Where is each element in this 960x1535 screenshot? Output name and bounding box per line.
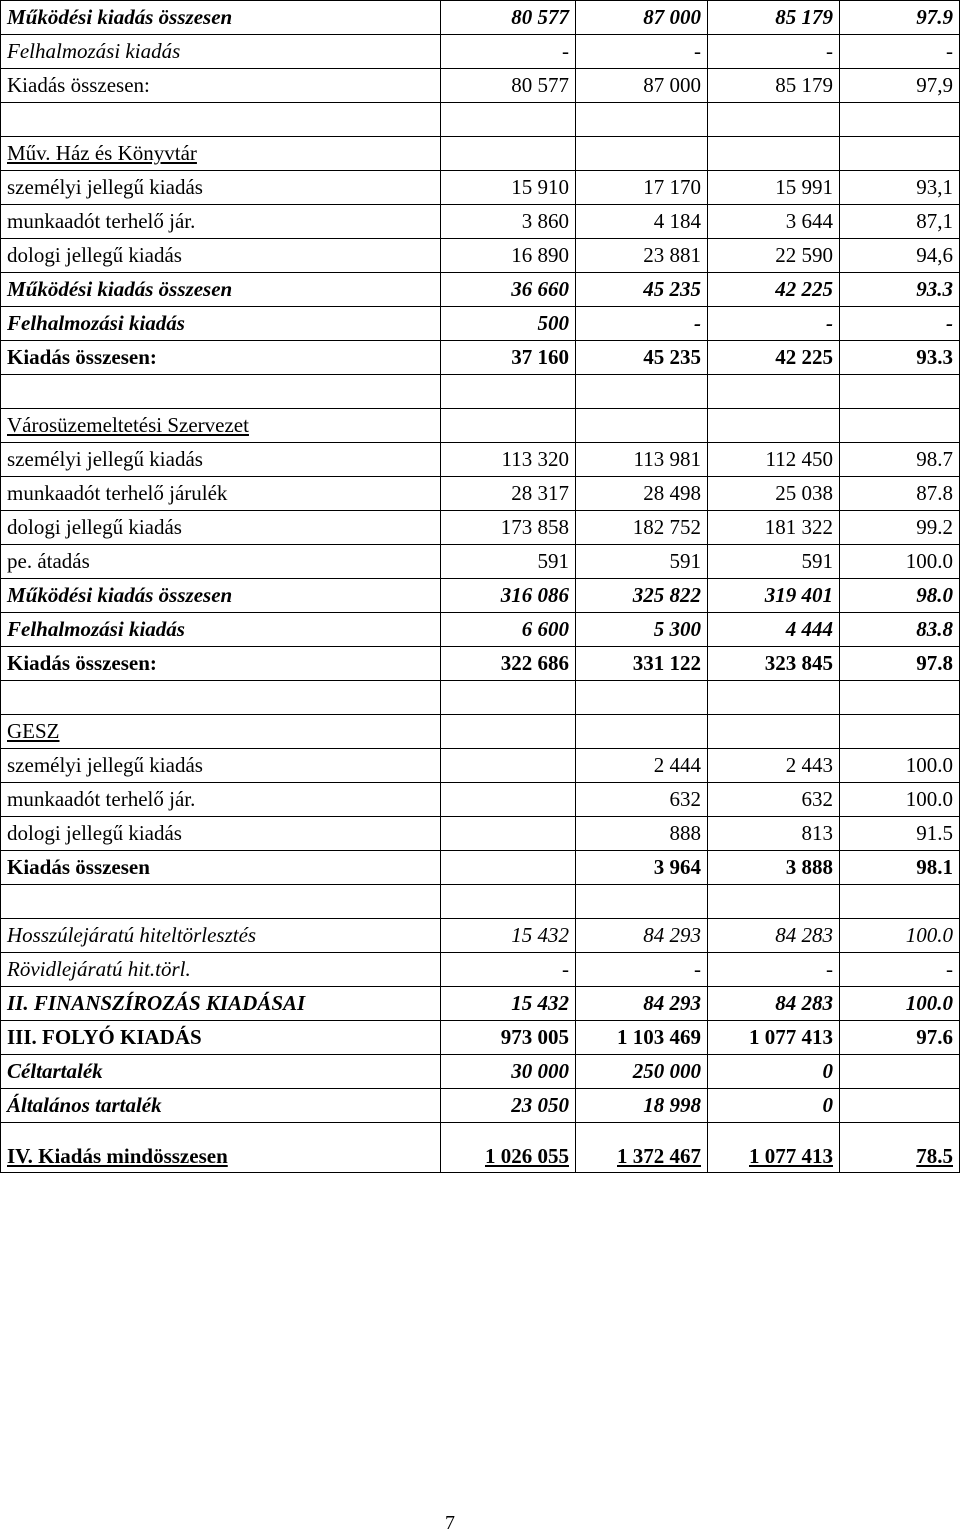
cell-percent: - [840,307,960,341]
spacer-row [1,375,960,409]
cell-value-3 [708,409,840,443]
cell-percent: 83.8 [840,613,960,647]
cell-value-1: 15 910 [441,171,576,205]
cell-value-3: 1 077 413 [708,1021,840,1055]
row-label: Felhalmozási kiadás [1,35,441,69]
row-label: Működési kiadás összesen [1,273,441,307]
table-row [1,987,960,1021]
row-label: dologi jellegű kiadás [1,511,441,545]
cell-percent [840,137,960,171]
cell-value-2: 5 300 [576,613,708,647]
cell-value-2: 4 184 [576,205,708,239]
cell-value-2: 1 103 469 [576,1021,708,1055]
row-label: III. FOLYÓ KIADÁS [1,1021,441,1055]
cell-value-3: 0 [708,1055,840,1089]
cell-value-3 [708,103,840,137]
cell-value-1: 316 086 [441,579,576,613]
cell-value-2: - [576,35,708,69]
cell-value-2 [576,715,708,749]
cell-value-1: 1 026 055 [441,1123,576,1173]
cell-percent [840,375,960,409]
table-row [1,851,960,885]
cell-value-3: 1 077 413 [708,1123,840,1173]
cell-value-3: 112 450 [708,443,840,477]
cell-percent: 100.0 [840,783,960,817]
table-row [1,511,960,545]
cell-value-3: 4 444 [708,613,840,647]
cell-percent [840,681,960,715]
row-label: dologi jellegű kiadás [1,817,441,851]
table-row [1,307,960,341]
cell-value-3: 42 225 [708,341,840,375]
table-row [1,613,960,647]
cell-value-3: - [708,953,840,987]
cell-value-2 [576,375,708,409]
cell-percent: 93.3 [840,341,960,375]
row-label: munkaadót terhelő jár. [1,205,441,239]
cell-percent: 100.0 [840,749,960,783]
row-label: Kiadás összesen [1,851,441,885]
cell-value-1 [441,715,576,749]
table-row [1,1,960,35]
cell-value-2: - [576,953,708,987]
cell-value-3 [708,137,840,171]
cell-value-1: 591 [441,545,576,579]
cell-percent: 97,9 [840,69,960,103]
row-label: dologi jellegű kiadás [1,239,441,273]
spacer-row [1,885,960,919]
cell-value-2: 18 998 [576,1089,708,1123]
cell-value-2: 1 372 467 [576,1123,708,1173]
cell-value-2: 3 964 [576,851,708,885]
cell-value-1: 322 686 [441,647,576,681]
cell-value-3: 323 845 [708,647,840,681]
row-label: munkaadót terhelő járulék [1,477,441,511]
row-label: személyi jellegű kiadás [1,171,441,205]
table-row [1,1055,960,1089]
row-label: személyi jellegű kiadás [1,443,441,477]
cell-value-3: 591 [708,545,840,579]
cell-value-1: 16 890 [441,239,576,273]
cell-value-2: 182 752 [576,511,708,545]
cell-value-1: 500 [441,307,576,341]
cell-value-3: 84 283 [708,987,840,1021]
cell-percent: 93.3 [840,273,960,307]
table-row [1,341,960,375]
cell-value-2: 45 235 [576,341,708,375]
budget-table-body [1,1,960,1173]
spacer-row [1,681,960,715]
cell-value-1 [441,103,576,137]
cell-value-3: 319 401 [708,579,840,613]
row-label: Kiadás összesen: [1,69,441,103]
row-label: pe. átadás [1,545,441,579]
cell-percent [840,409,960,443]
cell-value-3: 813 [708,817,840,851]
cell-percent [840,715,960,749]
cell-value-1: 80 577 [441,69,576,103]
cell-percent: 97.6 [840,1021,960,1055]
row-label [1,103,441,137]
row-label: munkaadót terhelő jár. [1,783,441,817]
cell-value-2 [576,409,708,443]
cell-value-2 [576,885,708,919]
row-label [1,375,441,409]
row-label [1,885,441,919]
cell-percent: 91.5 [840,817,960,851]
table-row [1,239,960,273]
table-row [1,477,960,511]
cell-value-1 [441,817,576,851]
cell-value-3: 22 590 [708,239,840,273]
cell-value-1 [441,681,576,715]
cell-percent: 93,1 [840,171,960,205]
spacer-row [1,103,960,137]
cell-value-2: 632 [576,783,708,817]
cell-percent: 100.0 [840,919,960,953]
cell-value-2: 28 498 [576,477,708,511]
cell-percent: 98.7 [840,443,960,477]
cell-value-3: 181 322 [708,511,840,545]
cell-value-3 [708,375,840,409]
row-label: Céltartalék [1,1055,441,1089]
cell-value-1: - [441,35,576,69]
cell-value-2 [576,137,708,171]
row-label: Működési kiadás összesen [1,1,441,35]
cell-value-1 [441,885,576,919]
row-label: Általános tartalék [1,1089,441,1123]
cell-value-3 [708,681,840,715]
table-row [1,443,960,477]
cell-value-2: 113 981 [576,443,708,477]
cell-value-2 [576,681,708,715]
cell-value-3 [708,715,840,749]
cell-percent: - [840,953,960,987]
row-label: Felhalmozási kiadás [1,613,441,647]
cell-percent: 99.2 [840,511,960,545]
cell-value-1: - [441,953,576,987]
cell-value-1 [441,783,576,817]
cell-percent: 100.0 [840,545,960,579]
cell-value-2: 17 170 [576,171,708,205]
table-row [1,647,960,681]
table-row [1,69,960,103]
table-row [1,273,960,307]
table-row [1,1089,960,1123]
row-label: személyi jellegű kiadás [1,749,441,783]
table-row [1,1123,960,1173]
row-label: Működési kiadás összesen [1,579,441,613]
cell-value-3: - [708,35,840,69]
table-row [1,953,960,987]
cell-value-2: 888 [576,817,708,851]
cell-value-1: 28 317 [441,477,576,511]
cell-value-1: 6 600 [441,613,576,647]
cell-value-2: 325 822 [576,579,708,613]
cell-value-1: 80 577 [441,1,576,35]
cell-value-2: 2 444 [576,749,708,783]
table-row [1,137,960,171]
cell-value-1: 3 860 [441,205,576,239]
cell-value-2: 84 293 [576,919,708,953]
table-row [1,715,960,749]
cell-value-2: 23 881 [576,239,708,273]
cell-percent: 94,6 [840,239,960,273]
cell-value-1 [441,749,576,783]
table-row [1,205,960,239]
cell-value-2: 591 [576,545,708,579]
table-row [1,579,960,613]
row-label: Kiadás összesen: [1,647,441,681]
cell-value-3: 632 [708,783,840,817]
cell-value-3 [708,885,840,919]
table-row [1,545,960,579]
cell-value-2: 45 235 [576,273,708,307]
cell-value-3: 0 [708,1089,840,1123]
row-label: II. FINANSZÍROZÁS KIADÁSAI [1,987,441,1021]
cell-value-1: 113 320 [441,443,576,477]
cell-value-3: 25 038 [708,477,840,511]
table-row [1,409,960,443]
cell-percent: 100.0 [840,987,960,1021]
table-row [1,1021,960,1055]
table-row [1,817,960,851]
cell-value-2: 87 000 [576,1,708,35]
cell-percent [840,103,960,137]
cell-percent: 98.0 [840,579,960,613]
row-label: Kiadás összesen: [1,341,441,375]
row-label: Műv. Ház és Könyvtár [1,137,441,171]
cell-percent [840,1089,960,1123]
cell-percent: 98.1 [840,851,960,885]
cell-percent [840,885,960,919]
cell-value-1 [441,851,576,885]
cell-value-1 [441,375,576,409]
cell-value-1: 36 660 [441,273,576,307]
cell-percent: 97.9 [840,1,960,35]
cell-value-1: 23 050 [441,1089,576,1123]
cell-value-2: 87 000 [576,69,708,103]
cell-value-1: 173 858 [441,511,576,545]
cell-value-3: 15 991 [708,171,840,205]
cell-value-1 [441,409,576,443]
cell-value-3: 3 644 [708,205,840,239]
cell-value-2: 250 000 [576,1055,708,1089]
cell-value-2: 331 122 [576,647,708,681]
row-label: IV. Kiadás mindösszesen [1,1123,441,1173]
row-label: GESZ [1,715,441,749]
cell-value-3: 2 443 [708,749,840,783]
table-row [1,171,960,205]
cell-percent: 87,1 [840,205,960,239]
cell-percent: 78.5 [840,1123,960,1173]
row-label: Felhalmozási kiadás [1,307,441,341]
cell-value-1 [441,137,576,171]
cell-percent: - [840,35,960,69]
cell-value-1: 973 005 [441,1021,576,1055]
cell-value-3: 84 283 [708,919,840,953]
cell-value-2: 84 293 [576,987,708,1021]
cell-value-1: 15 432 [441,919,576,953]
cell-value-1: 30 000 [441,1055,576,1089]
cell-value-3: 85 179 [708,69,840,103]
row-label: Hosszúlejáratú hiteltörlesztés [1,919,441,953]
row-label: Rövidlejáratú hit.törl. [1,953,441,987]
cell-value-3: 3 888 [708,851,840,885]
cell-percent: 87.8 [840,477,960,511]
cell-value-1: 15 432 [441,987,576,1021]
cell-percent [840,1055,960,1089]
cell-percent: 97.8 [840,647,960,681]
table-row [1,35,960,69]
cell-value-3: 42 225 [708,273,840,307]
row-label: Városüzemeltetési Szervezet [1,409,441,443]
cell-value-2 [576,103,708,137]
cell-value-1: 37 160 [441,341,576,375]
table-row [1,749,960,783]
cell-value-3: 85 179 [708,1,840,35]
cell-value-3: - [708,307,840,341]
cell-value-2: - [576,307,708,341]
row-label [1,681,441,715]
table-row [1,783,960,817]
page-number: 7 [445,1512,455,1534]
table-row [1,919,960,953]
